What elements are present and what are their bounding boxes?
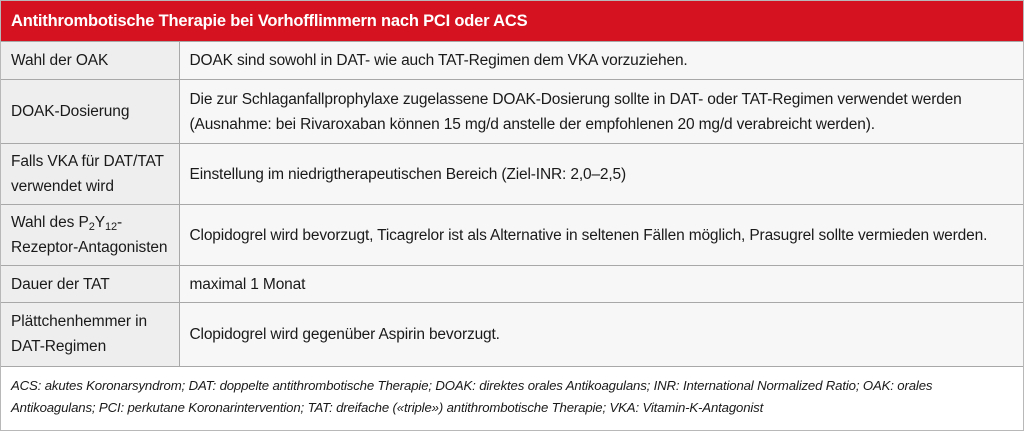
row-label: Falls VKA für DAT/TAT verwendet wird <box>1 144 179 205</box>
row-label: Wahl der OAK <box>1 42 179 80</box>
row-text: DOAK sind sowohl in DAT- wie auch TAT-Regimen dem VKA vorzuziehen. <box>179 42 1023 80</box>
table-row <box>1 303 1023 366</box>
table-row <box>1 80 1023 144</box>
row-label-subscript-12: 12 <box>104 221 118 233</box>
row-label-prefix: Wahl des P <box>11 214 89 231</box>
row-text: Clopidogrel wird gegenüber Aspirin bevorzugt. <box>179 303 1023 366</box>
row-label: Dauer der TAT <box>1 266 179 303</box>
row-text: Einstellung im niedrigtherapeutischen Bereich (Ziel-INR: 2,0–2,5) <box>179 144 1023 205</box>
table-title: Antithrombotische Therapie bei Vorhofflimmern nach PCI oder ACS <box>1 1 1023 41</box>
row-label-subscript-2: 2 <box>88 221 95 233</box>
abbreviations-footnote: ACS: akutes Koronarsyndrom; DAT: doppelte antithrombotische Therapie; DOAK: direktes orales Antikoagulans; INR: International Normalized Ratio; OAK: orales Antikoagulans; PCI: perkutane Koronarintervention; TAT: dreifache («triple») antithrombotische Therapie; VKA: Vitamin-K-Antagonist <box>1 366 1023 425</box>
row-label-p2y12 <box>1 205 179 266</box>
table-row <box>1 42 1023 80</box>
table-row <box>1 144 1023 205</box>
row-label-mid: Y <box>94 214 105 231</box>
table-row <box>1 205 1023 266</box>
row-text: Clopidogrel wird bevorzugt, Ticagrelor ist als Alternative in seltenen Fällen möglich, Prasugrel sollte vermieden werden. <box>179 205 1023 266</box>
table-row <box>1 266 1023 303</box>
therapy-table <box>1 41 1023 366</box>
row-label: Plättchenhemmer in DAT-Regimen <box>1 303 179 366</box>
row-text: Die zur Schlaganfallprophylaxe zugelassene DOAK-Dosierung sollte in DAT- oder TAT-Regimen verwendet werden (Ausnahme: bei Rivaroxaban können 15 mg/d anstelle der empfohlenen 20 mg/d verabreicht werden). <box>179 80 1023 144</box>
row-label-suffix: -Rezeptor-Antagonisten <box>11 214 168 256</box>
row-label: DOAK-Dosierung <box>1 80 179 144</box>
row-text: maximal 1 Monat <box>179 266 1023 303</box>
